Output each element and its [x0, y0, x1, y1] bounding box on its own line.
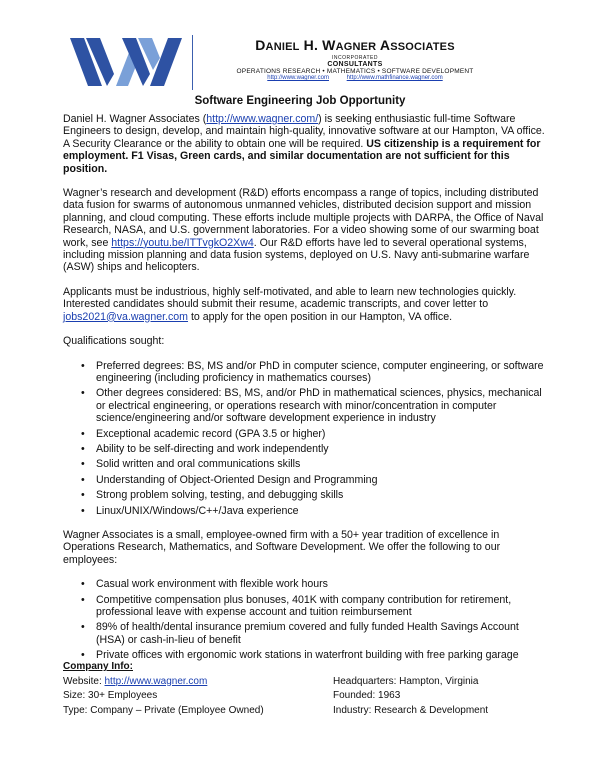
logo-divider: [192, 35, 193, 90]
founded-info: Founded: 1963: [333, 690, 401, 701]
citizenship-requirement: US citizenship is a requirement for employment. F1 Visas, Green cards, and similar documentation are not sufficient for this position: [63, 137, 541, 175]
list-item: • Ability to be self-directing and work independently: [63, 443, 548, 455]
list-item: • Preferred degrees: BS, MS and/or PhD in computer science, computer engineering, or software engineering (including proficiency in mathematics courses): [63, 360, 548, 385]
list-item: • Private offices with ergonomic work stations in waterfront building with free parking garage: [63, 649, 548, 661]
list-item: • Understanding of Object-Oriented Design and Programming: [63, 474, 548, 486]
document-body: [63, 113, 548, 674]
website-link[interactable]: http://www.wagner.com: [267, 75, 329, 81]
rnd-paragraph: Wagner’s research and development (R&D) efforts encompass a range of topics, including distributed data fusion for swarms of autonomous unmanned vehicles, distributed decision support and mission planning, and cloud computing. These efforts include multiple projects with DARPA, the Office of Naval Research, NASA, and U.S. government laboratories. For a video showing some of our swarming boat work, see https://youtu.be/ITTvgkO2Xw4. Our R&D efforts have led to several operational systems, including mission planning and data fusion systems, deployed on U.S. Navy anti-submarine warfare (ASW) ships and helicopters.: [63, 187, 544, 274]
letterhead-links: [200, 75, 510, 81]
service-fields: OPERATIONS RESEARCH • MATHEMATICS • SOFTWARE DEVELOPMENT: [236, 68, 474, 75]
list-item: • Other degrees considered: BS, MS, and/or PhD in mathematical sciences, physics, mechanical or electrical engineering, or operations research with minor/concentration in computer science/engineering and/or software development experience in industry: [63, 387, 548, 424]
list-item: • 89% of health/dental insurance premium covered and fully funded Health Savings Account (HSA) or cash-in-lieu of benefit: [63, 621, 548, 646]
list-item: • Solid written and oral communications skills: [63, 458, 548, 470]
mathfinance-link[interactable]: http://www.mathfinance.wagner.com: [346, 75, 443, 81]
type-info: Type: Company – Private (Employee Owned): [63, 704, 264, 716]
apply-paragraph: Applicants must be industrious, highly self-motivated, and able to learn new technologies quickly. Interested candidates should submit their resume, academic transcripts, and cover letter to jobs2021@va.wagner.com to apply for the open position in our Hampton, VA office.: [63, 285, 517, 323]
list-item: • Linux/UNIX/Windows/C++/Java experience: [63, 505, 548, 517]
website-info: Website: http://www.wagner.com: [63, 675, 208, 687]
company-logo: [70, 36, 185, 88]
company-info-heading: Company Info:: [63, 661, 133, 672]
offer-paragraph: Wagner Associates is a small, employee-owned firm with a 50+ year tradition of excellence in Operations Research, Mathematics, and Software Development. We offer the following to our employees:: [63, 528, 501, 566]
list-item: • Casual work environment with flexible work hours: [63, 578, 548, 590]
company-website-link[interactable]: http://www.wagner.com: [104, 675, 208, 687]
jobs-email-link[interactable]: jobs2021@va.wagner.com: [63, 310, 189, 323]
qualifications-list: [63, 360, 548, 517]
industry-info: Industry: Research & Development: [333, 704, 489, 716]
size-info: Size: 30+ Employees: [63, 690, 158, 701]
company-info: [63, 660, 548, 718]
list-item: • Exceptional academic record (GPA 3.5 or higher): [63, 428, 548, 440]
company-name: DANIEL H. WAGNER ASSOCIATES: [255, 37, 455, 53]
list-item: • Competitive compensation plus bonuses, 401K with company contribution for retirement, professional leave with expense account and tuition reimbursement: [63, 594, 548, 619]
list-item: • Strong problem solving, testing, and debugging skills: [63, 489, 548, 501]
consultants-label: CONSULTANTS: [327, 61, 383, 68]
page-title: Software Engineering Job Opportunity: [194, 95, 406, 107]
headquarters-info: Headquarters: Hampton, Virginia: [333, 675, 479, 687]
benefits-list: [63, 578, 548, 661]
qualifications-heading: Qualifications sought:: [63, 335, 165, 348]
letterhead: [200, 37, 510, 81]
incorporated-label: INCORPORATED: [332, 55, 378, 61]
intro-paragraph: Daniel H. Wagner Associates (http://www.wagner.com/) is seeking enthusiastic full-time Software Engineers to design, develop, and maintain high-quality, innovative software at our Hampton, VA office. A Security Clearance or the ability to obtain one will be required. US citizenship is a requirement for employment. F1 Visas, Green cards, and similar documentation are not sufficient for this position.: [63, 113, 545, 175]
wagner-link[interactable]: http://www.wagner.com/: [206, 113, 319, 125]
video-link[interactable]: https://youtu.be/ITTvgkO2Xw4: [111, 236, 254, 249]
